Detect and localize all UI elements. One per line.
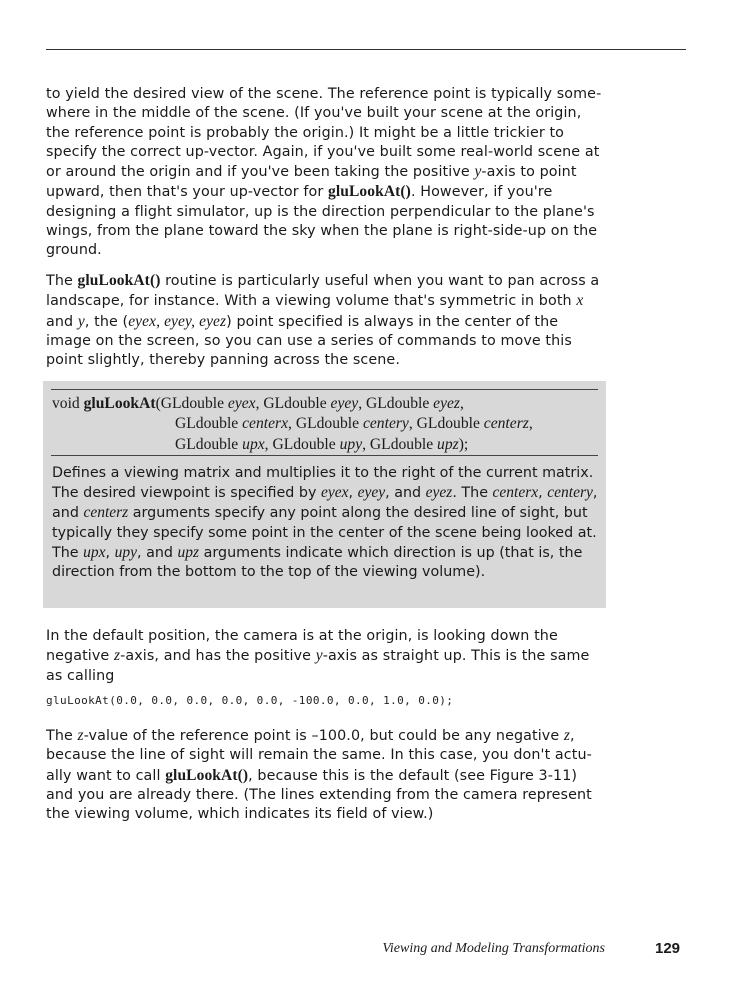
function-name: gluLookAt() — [165, 766, 249, 784]
param-name: upx — [242, 435, 265, 453]
text-run: arguments specify any point along the desired line of sight, but typically they specify some point in the center of the scene being looked at. The — [52, 505, 597, 561]
text-run: , and — [52, 485, 598, 522]
param-ref: eyex — [320, 484, 349, 502]
param-ref: eyey — [357, 484, 386, 502]
param-type: , GLdouble — [362, 435, 438, 453]
text-run: . The — [452, 485, 493, 502]
paragraph-panning — [46, 271, 606, 370]
text-run: arguments indicate which direction is up (that is, the direction from the bottom to the top of the viewing volume). — [52, 544, 583, 581]
param-type: , GLdouble — [255, 395, 331, 412]
text-run: , the ( — [84, 313, 129, 330]
math-var: z — [563, 727, 571, 744]
signature-line-1 — [52, 394, 598, 414]
param-type: , GLdouble — [408, 415, 484, 433]
paragraph-view-reference — [46, 85, 606, 261]
param-type: , GLdouble — [288, 415, 363, 433]
running-footer-title: Viewing and Modeling Transformations — [382, 941, 605, 956]
param-type: GLdouble — [175, 435, 243, 453]
text-run: Defines a viewing matrix and multiplies it to the right of the current matrix. The desired viewpoint is specified by — [52, 465, 594, 502]
text-run: , and — [385, 485, 426, 502]
param-ref: upx — [83, 543, 106, 561]
paren-open: ( — [155, 395, 161, 412]
text-run: ) point specified is always in the center of the image on the screen, so you can use a series of commands to move this point slightly, thereby panning across the scene. — [46, 313, 572, 369]
param-ref: eyez — [425, 484, 453, 502]
return-type: void — [52, 395, 84, 412]
header-rule — [46, 49, 686, 50]
param-type: , GLdouble — [264, 435, 340, 453]
param-name: centery — [362, 415, 409, 433]
param-name: eyex — [227, 395, 256, 412]
code-sample: gluLookAt(0.0, 0.0, 0.0, 0.0, 0.0, -100.0, 0.0, 1.0, 0.0); — [46, 694, 454, 707]
function-description — [52, 464, 600, 582]
paragraph-default-position — [46, 627, 606, 686]
text-run: The — [46, 273, 78, 289]
text-run: , because the line of sight will remain the same. In this case, you don't actu-ally want to call — [46, 728, 592, 784]
math-var: z — [77, 727, 84, 744]
param-type: GLdouble — [160, 395, 228, 412]
text-run: -value of the reference point is –100.0, but could be any negative — [83, 728, 564, 744]
param-name: centerx — [242, 415, 289, 433]
param-name: upy — [339, 435, 363, 453]
param-ref: centerx — [492, 484, 539, 502]
comma: , — [538, 485, 548, 502]
text-run: The — [46, 728, 78, 744]
text-run: , and — [137, 544, 178, 561]
param-type: , GLdouble — [358, 395, 434, 412]
param-name: eyez — [433, 395, 460, 412]
text-run: , because this is the default (see Figure 3-11) and you are already there. (The lines extending from the camera represent the viewing volume, which indicates its field of view.) — [46, 767, 592, 823]
signature-line-3 — [52, 435, 598, 455]
comma: , — [348, 485, 358, 502]
text-run: routine is particularly useful when you want to pan across a landscape, for instance. With a viewing volume that's symmetric in both — [46, 273, 600, 310]
function-name: gluLookAt() — [328, 183, 411, 201]
function-signature — [52, 394, 598, 455]
math-var: y — [474, 163, 482, 181]
box-top-rule — [51, 389, 598, 390]
param-name: centerz — [483, 415, 529, 433]
comma: , — [105, 544, 115, 561]
comma: , — [528, 415, 533, 433]
text-run: to yield the desired view of the scene. The reference point is typically some-where in the middle of the scene. (If you've built your scene at the origin, the reference point is probably the origin.) It might be a little trickier to specify the correct up-vector. Again, if you've built some real-world scene at or around the origin and if you've been taking the positive — [46, 86, 602, 181]
function-name: gluLookAt() — [77, 272, 161, 289]
math-var: x — [576, 292, 584, 310]
text-run: . However, if you're designing a flight simulator, up is the direction perpendicular to the plane's wings, from the plane toward the sky when the plane is right-side-up on the ground. — [46, 184, 598, 259]
param-ref: upy — [114, 543, 138, 561]
math-var: y — [77, 312, 85, 330]
signature-line-2 — [52, 414, 598, 434]
math-var: eyex, eyey, eyez — [128, 312, 227, 330]
param-ref: centery — [547, 484, 593, 502]
text-run: In the default position, the camera is at the origin, is looking down the negative — [46, 628, 558, 665]
function-name: gluLookAt — [83, 395, 156, 412]
param-type: GLdouble — [175, 415, 243, 433]
param-ref: upz — [177, 543, 200, 561]
text-run: -axis, and has the positive — [120, 648, 316, 665]
param-name: eyey — [330, 395, 359, 412]
paragraph-z-value — [46, 726, 606, 824]
text-run: and — [46, 313, 78, 330]
math-var: y — [315, 647, 323, 665]
page-number: 129 — [655, 940, 681, 957]
text-run: -axis as straight up. This is the same as calling — [46, 648, 590, 684]
param-ref: centerz — [83, 504, 129, 522]
paren-close: ); — [458, 435, 469, 453]
comma: , — [460, 395, 464, 412]
text-run: -axis to point upward, then that's your up-vector for — [46, 164, 577, 201]
param-name: upz — [437, 435, 459, 453]
math-var: z — [113, 647, 121, 665]
